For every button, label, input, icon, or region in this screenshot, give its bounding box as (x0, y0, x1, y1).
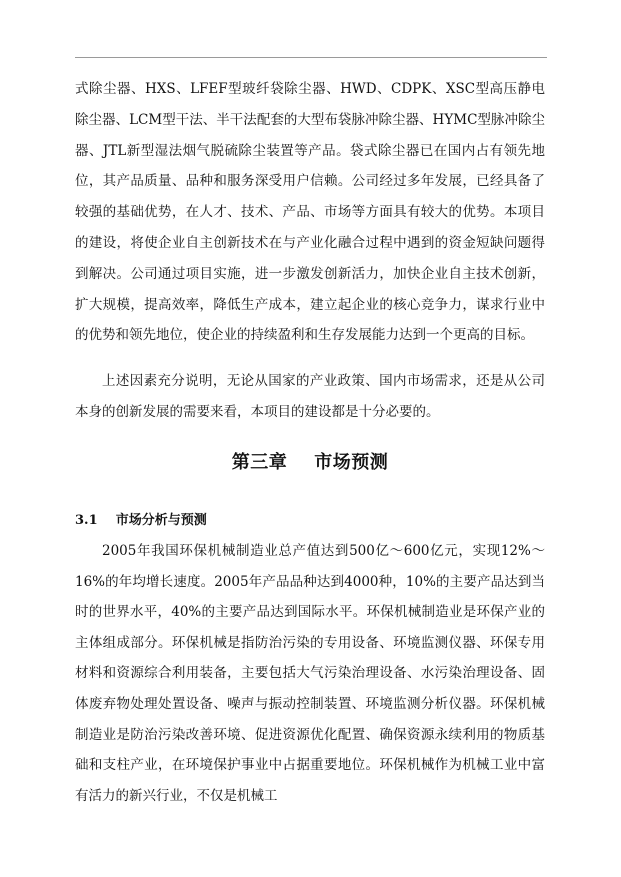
header-rule (75, 57, 547, 58)
body-paragraph-3: 2005年我国环保机械制造业总产值达到500亿～600亿元，实现12%～16%的年均增长速度。2005年产品品种达到4000种，10%的主要产品达到当时的世界水平，40%的主要产品达到国际水平。环保机械制造业是环保产业的主体组成部分。环保机械是指防治污染的专用设备、环境监测仪器、环保专用材料和资源综合利用装备，主要包括大气污染治理设备、水污染治理设备、固体废弃物处理处置设备、噪声与振动控制装置、环境监测分析仪器。环保机械制造业是防治污染改善环境、促进资源优化配置、确保资源永续利用的物质基础和支柱产业，在环境保护事业中占据重要地位。环保机械作为机械工业中富有活力的新兴行业，不仅是机械工 (75, 543, 545, 804)
body-paragraph-1: 式除尘器、HXS、LFEF型玻纤袋除尘器、HWD、CDPK、XSC型高压静电除尘器、LCM型干法、半干法配套的大型布袋脉冲除尘器、HYMC型脉冲除尘器、JTL新型湿法烟气脱硫除尘装置等产品。袋式除尘器已在国内占有领先地位，其产品质量、品种和服务深受用户信赖。公司经过多年发展，已经具备了较强的基础优势，在人才、技术、产品、市场等方面具有较大的优势。本项目的建设，将使企业自主创新技术在与产业化融合过程中遇到的资金短缺问题得到解决。公司通过项目实施，进一步激发创新活力，加快企业自主技术创新，扩大规模，提高效率，降低生产成本，建立起企业的核心竞争力，谋求行业中的优势和领先地位，使企业的持续盈利和生存发展能力达到一个更高的目标。 (75, 81, 545, 344)
section-heading: 3.1 市场分析与预测 (75, 513, 207, 528)
body-paragraph-2: 上述因素充分说明，无论从国家的产业政策、国内市场需求，还是从公司本身的创新发展的需要来看，本项目的建设都是十分必要的。 (75, 373, 545, 420)
chapter-title: 第三章 市场预测 (231, 452, 389, 473)
